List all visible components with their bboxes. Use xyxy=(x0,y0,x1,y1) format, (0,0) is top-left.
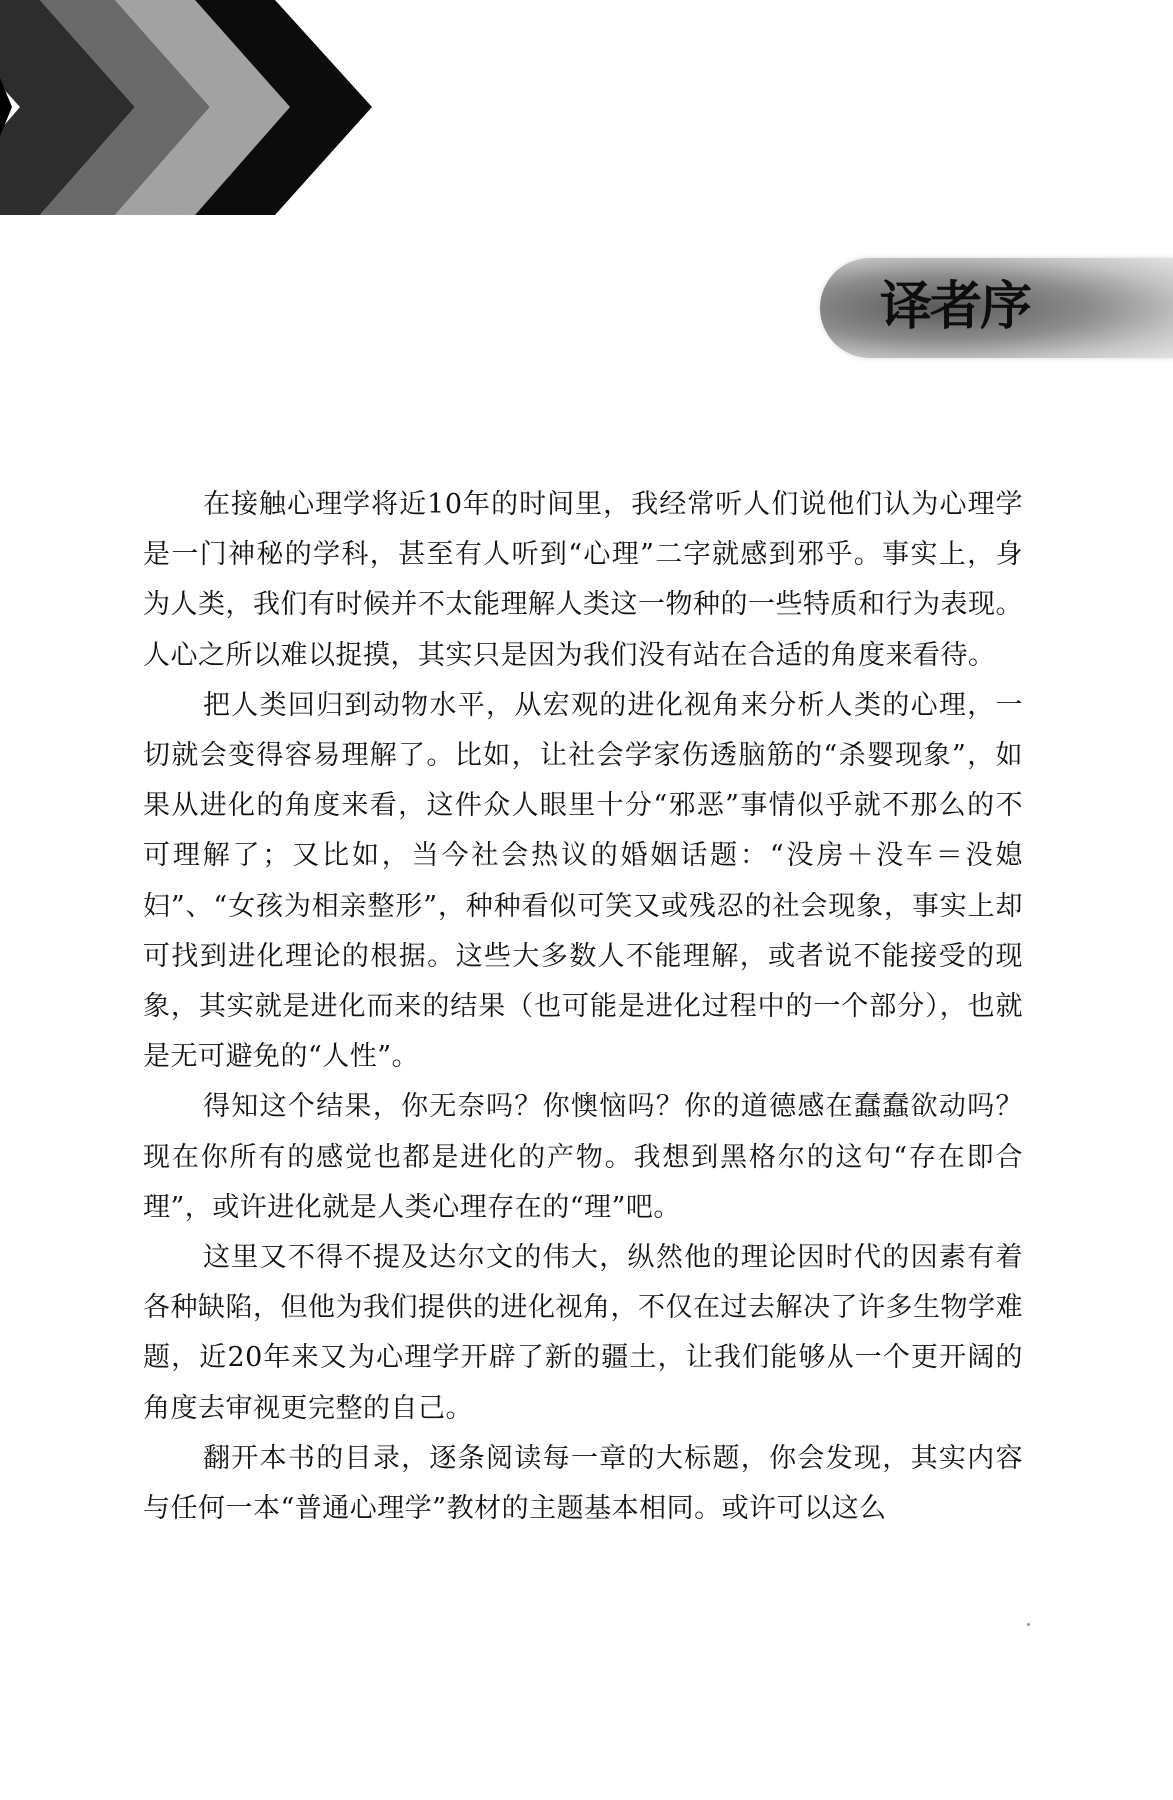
body-text xyxy=(143,480,1023,1534)
paragraph-4: 这里又不得不提及达尔文的伟大，纵然他的理论因时代的因素有着各种缺陷，但他为我们提供的进化视角，不仅在过去解决了许多生物学难题，近20年来又为心理学开辟了新的疆土，让我们能够从一个更开阔的角度去审视更完整的自己。 xyxy=(143,1242,1023,1424)
scan-speck xyxy=(1027,1623,1030,1626)
chevron-banner-decoration xyxy=(0,0,380,215)
paragraph-1: 在接触心理学将近10年的时间里，我经常听人们说他们认为心理学是一门神秘的学科，甚至有人听到“心理”二字就感到邪乎。事实上，身为人类，我们有时候并不太能理解人类这一物种的一些特质和行为表现。人心之所以难以捉摸，其实只是因为我们没有站在合适的角度来看待。 xyxy=(143,489,1023,671)
paragraph-2: 把人类回归到动物水平，从宏观的进化视角来分析人类的心理，一切就会变得容易理解了。比如，让社会学家伤透脑筋的“杀婴现象”，如果从进化的角度来看，这件众人眼里十分“邪恶”事情似乎就不那么的不可理解了；又比如，当今社会热议的婚姻话题：“没房＋没车＝没媳妇”、“女孩为相亲整形”，种种看似可笑又或残忍的社会现象，事实上却可找到进化理论的根据。这些大多数人不能理解，或者说不能接受的现象，其实就是进化而来的结果（也可能是进化过程中的一个部分），也就是无可避免的“人性”。 xyxy=(143,689,1023,1073)
heading-badge xyxy=(820,258,1173,358)
paragraph-3: 得知这个结果，你无奈吗？你懊恼吗？你的道德感在蠢蠢欲动吗？现在你所有的感觉也都是进化的产物。我想到黑格尔的这句“存在即合理”，或许进化就是人类心理存在的“理”吧。 xyxy=(143,1091,1023,1223)
page-title: 译者序 xyxy=(880,277,1031,337)
paragraph-5: 翻开本书的目录，逐条阅读每一章的大标题，你会发现，其实内容与任何一本“普通心理学”教材的主题基本相同。或许可以这么 xyxy=(143,1442,1023,1525)
